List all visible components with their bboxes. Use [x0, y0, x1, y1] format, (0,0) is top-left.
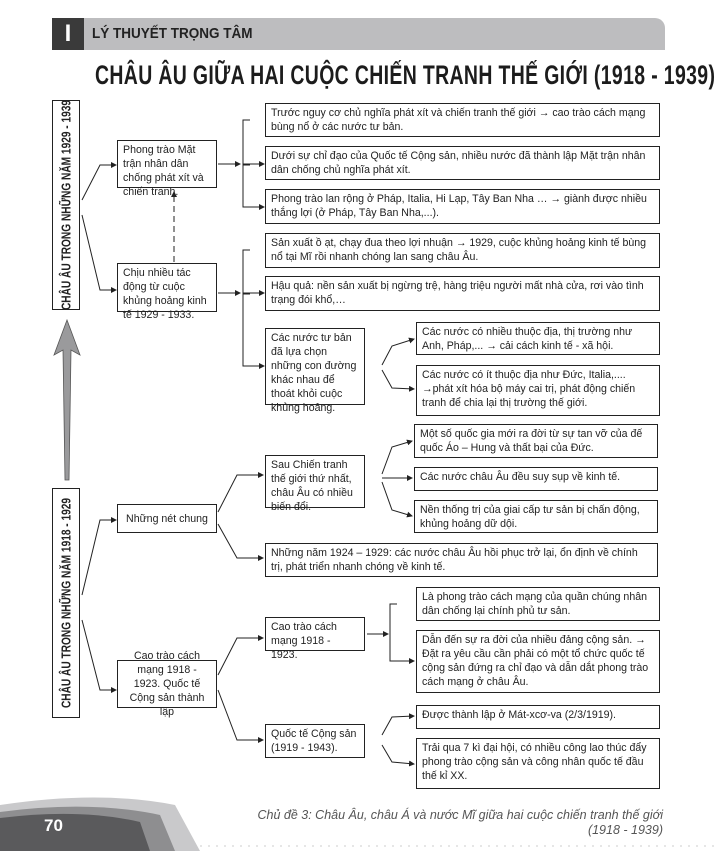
node-lua-chon: Các nước tư bản đã lựa chọn những con đường khác nhau để thoát khỏi cuộc khủng hoảng.	[265, 328, 365, 405]
caption-line-1: Chủ đề 3: Châu Âu, châu Á và nước Mĩ giữa hai cuộc chiến tranh thế giới	[257, 808, 663, 822]
detail-box: Dẫn đến sự ra đời của nhiều đảng cộng sản. → Đặt ra yêu cầu cần phải có một tổ chức quốc tế cộng sản đứng ra chỉ đạo và dẫn dắt phong trào cách mạng ở châu Âu.	[416, 630, 660, 693]
section-number: I	[52, 18, 84, 50]
detail-box: Sản xuất ồ ạt, chạy đua theo lợi nhuận → 1929, cuộc khủng hoảng kinh tế bùng nổ tại Mĩ rồi nhanh chóng lan sang châu Âu.	[265, 233, 660, 268]
detail-box: Là phong trào cách mạng của quần chúng nhân dân chống lại chính phủ tư sản.	[416, 587, 660, 621]
node-net-chung: Những nét chung	[117, 504, 217, 533]
period-1929-1939	[52, 100, 80, 310]
node-mat-tran: Phong trào Mặt trận nhân dân chống phát xít và chiến tranh.	[117, 140, 217, 188]
detail-box: Trải qua 7 kì đại hội, có nhiều công lao thúc đẩy phong trào cộng sản và công nhân quốc tế đầu thế kỉ XX.	[416, 738, 660, 789]
detail-box: Các nước có ít thuộc địa như Đức, Italia,.... →phát xít hóa bộ máy cai trị, phát động chiến tranh để chia lại thị trường thế giới.	[416, 365, 660, 416]
detail-box: Một số quốc gia mới ra đời từ sự tan vỡ của đế quốc Áo – Hung và thất bại của Đức.	[414, 424, 658, 458]
big-up-arrow-icon	[54, 320, 80, 480]
node-sau-chien-tranh: Sau Chiến tranh thế giới thứ nhất, châu Âu có nhiều biến đổi.	[265, 455, 365, 508]
detail-box: Dưới sự chỉ đạo của Quốc tế Cộng sản, nhiều nước đã thành lập Mặt trận nhân dân chống chủ nghĩa phát xít.	[265, 146, 660, 180]
page-number: 70	[44, 816, 63, 835]
page-title: CHÂU ÂU GIỮA HAI CUỘC CHIẾN TRANH THẾ GIỚI (1918 - 1939)	[95, 60, 716, 90]
detail-box: Phong trào lan rộng ở Pháp, Italia, Hi Lạp, Tây Ban Nha … → giành được nhiều thắng lợi (ở Pháp, Tây Ban Nha,...).	[265, 189, 660, 224]
node-khung-hoang: Chịu nhiều tác động từ cuộc khủng hoảng kinh tế 1929 - 1933.	[117, 263, 217, 312]
period-label: CHÂU ÂU TRONG NHỮNG NĂM 1918 - 1929	[58, 497, 74, 709]
detail-box: Hậu quả: nền sản xuất bị ngừng trệ, hàng triệu người mất nhà cửa, rơi vào tình trạng đói khổ,…	[265, 276, 660, 311]
node-quoc-te-cong-san: Quốc tế Cộng sản (1919 - 1943).	[265, 724, 365, 758]
detail-box: Các nước châu Âu đều suy sụp về kinh tế.	[414, 467, 658, 491]
node-cao-trao: Cao trào cách mạng 1918 - 1923.	[265, 617, 365, 651]
detail-box: Được thành lập ở Mát-xcơ-va (2/3/1919).	[416, 705, 660, 729]
detail-box: Các nước có nhiều thuộc địa, thị trường như Anh, Pháp,... → cải cách kinh tế - xã hội.	[416, 322, 660, 355]
detail-box: Nền thống trị của giai cấp tư sản bị chấn động, khủng hoảng dữ dội.	[414, 500, 658, 533]
node-cao-trao-quoc-te: Cao trào cách mạng 1918 - 1923. Quốc tế Cộng sản thành lập	[117, 660, 217, 708]
caption-line-2: (1918 - 1939)	[587, 823, 663, 837]
detail-box: Trước nguy cơ chủ nghĩa phát xít và chiến tranh thế giới → cao trào cách mạng bùng nổ ở các nước tư bản.	[265, 103, 660, 137]
period-1918-1929	[52, 488, 80, 718]
footer-caption	[258, 808, 664, 838]
detail-box: Những năm 1924 – 1929: các nước châu Âu hồi phục trở lại, ổn định về chính trị, phát triển nhanh chóng về kinh tế.	[265, 543, 658, 577]
period-label: CHÂU ÂU TRONG NHỮNG NĂM 1929 - 1939	[58, 99, 74, 311]
section-label: LÝ THUYẾT TRỌNG TÂM	[92, 25, 253, 42]
